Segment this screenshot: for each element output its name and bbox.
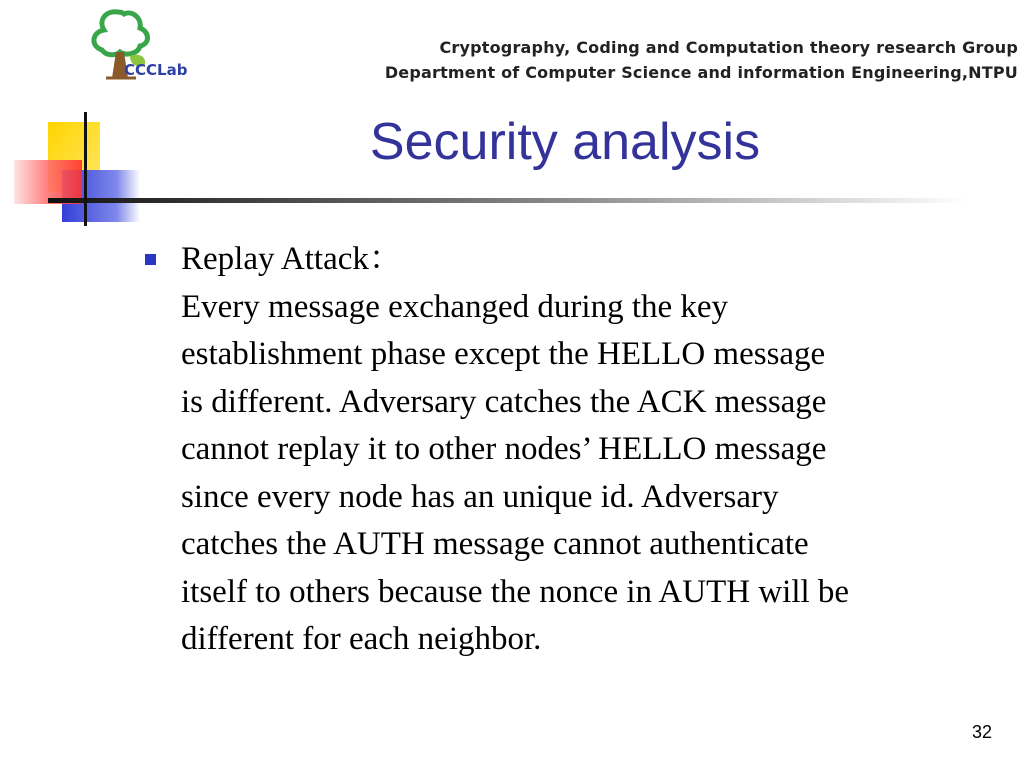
bullet-line: establishment phase except the HELLO message (181, 336, 826, 372)
bullet-line: itself to others because the nonce in AUTH will be (181, 573, 850, 610)
bullet-line: catches the AUTH message cannot authenticate (181, 526, 809, 562)
vertical-rule (84, 112, 87, 226)
ccclab-logo (78, 4, 208, 82)
page-number: 32 (971, 722, 992, 742)
bullet-line: cannot replay it to other nodes’ HELLO message (181, 431, 827, 467)
bullet-line: since every node has an unique id. Adversary (181, 478, 779, 515)
bullet-line: is different. Adversary catches the ACK message (181, 383, 827, 420)
slide-title: Security analysis (369, 113, 761, 171)
department-name: Department of Computer Science and information Engineering,NTPU (384, 63, 1018, 82)
bullet-heading: Replay Attack： (181, 241, 402, 277)
logo-text: CCCLab (124, 61, 188, 79)
bullet-text (181, 236, 1011, 664)
research-group-name: Cryptography, Coding and Computation theory research Group (439, 38, 1018, 57)
red-block (14, 160, 82, 204)
bullet-line: Every message exchanged during the key (181, 288, 729, 325)
title-underline (48, 198, 968, 203)
tree-logo-icon (78, 4, 208, 82)
square-bullet-icon (145, 254, 156, 265)
bullet-line: different for each neighbor. (181, 621, 542, 657)
